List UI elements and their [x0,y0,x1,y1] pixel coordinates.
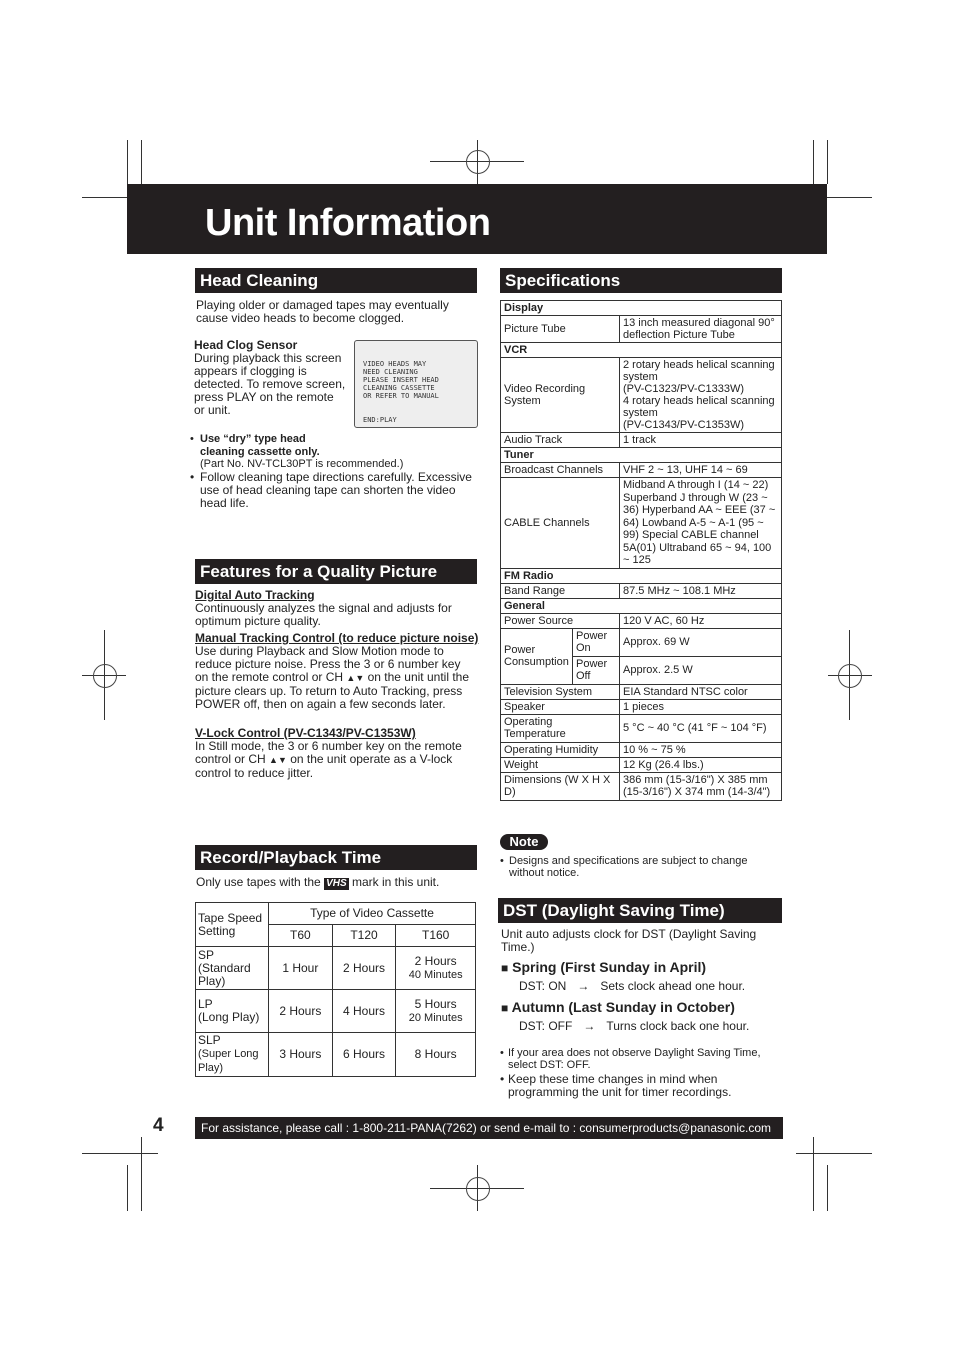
on-screen-message [354,340,478,428]
spec-label: Picture Tube [501,316,620,343]
spec-section: Tuner [501,448,782,463]
square-bullet-icon: ■ [501,1001,509,1015]
spec-label: Television System [501,684,620,699]
cleaning-directions-note: Follow cleaning tape directions carefully. Excessive use of head cleaning tape can shorten the video head life. [200,470,472,510]
screen-end-line: END:PLAY [363,416,397,424]
spec-label: Power Source [501,613,620,628]
bullet: • [190,470,195,484]
spec-section: Display [501,301,782,316]
screen-line: NEED CLEANING [363,368,418,376]
specifications-heading: Specifications [500,268,782,293]
spec-label: Speaker [501,699,620,714]
spec-label: Operating Temperature [501,714,620,742]
spec-value: 13 inch measured diagonal 90° deflection Picture Tube [620,316,782,343]
spec-value: 12 Kg (26.4 lbs.) [620,757,782,772]
time-cell: 3 Hours [269,1033,333,1077]
spec-label: Audio Track [501,433,620,448]
spec-section: General [501,598,782,613]
time-cell: 2 Hours [269,990,333,1033]
spec-value: 120 V AC, 60 Hz [620,613,782,628]
spec-value: 1 track [620,433,782,448]
manual-tracking-title: Manual Tracking Control (to reduce picture noise) [195,631,479,645]
part-number-note: (Part No. NV-TCL30PT is recommended.) [200,458,404,470]
spec-label: Operating Humidity [501,742,620,757]
spec-value: VHF 2 ~ 13, UHF 14 ~ 69 [620,463,782,478]
spec-value: Approx. 2.5 W [620,656,782,684]
spec-value: 1 pieces [620,699,782,714]
screen-line: PLEASE INSERT HEAD [363,376,439,384]
vlock-text: In Still mode, the 3 or 6 number key on the remote control or CH ▲▼ on the unit operate as a V-lock control to reduce jitter. [195,739,462,780]
spec-value: 10 % ~ 75 % [620,742,782,757]
screen-line: VIDEO HEADS MAY [363,360,427,368]
record-playback-heading: Record/Playback Time [195,845,477,870]
spec-value: 2 rotary heads helical scanning system (PV-C1323/PV-C1333W) 4 rotary heads helical scanning system (PV-C1343/PV-C1353W) [620,358,782,433]
time-cell: 6 Hours [332,1033,396,1077]
ch-up-down-icon: ▲▼ [269,755,287,765]
recording-time-table [195,902,476,1077]
spec-value: 386 mm (15-3/16") X 385 mm (15-3/16") X 374 mm (14-3/4") [620,772,782,800]
digital-auto-tracking-text: Continuously analyzes the signal and adjusts for optimum picture quality. [195,601,452,628]
spec-sublabel: Power Off [573,656,620,684]
ch-up-down-icon: ▲▼ [346,673,365,683]
spec-label: Weight [501,757,620,772]
time-cell: 5 Hours 20 Minutes [396,990,476,1033]
head-clog-sensor-text: During playback this screen appears if clogging is detected. To remove screen, press PLAY on the remote or unit. [194,351,346,417]
spec-label: Band Range [501,583,620,598]
page-number: 4 [153,1115,164,1136]
spec-label: Video Recording System [501,358,620,433]
head-clog-sensor-title: Head Clog Sensor [194,338,298,352]
screen-line: OR REFER TO MANUAL [363,392,439,400]
vhs-logo-icon: VHS [326,878,347,889]
screen-line: CLEANING CASSETTE [363,384,435,392]
manual-tracking-text: Use during Playback and Slow Motion mode to reduce picture noise. Press the 3 or 6 number key on the remote control or CH ▲▼ on the unit until the picture clears up. To return to Auto Tracking, press POWER off, then on again a few seconds later. [195,644,470,711]
specifications-table [500,300,782,801]
page-title: Unit Information [205,202,491,244]
arrow-right-icon: → [577,979,590,993]
spec-section: VCR [501,343,782,358]
spec-sublabel: Power On [573,628,620,656]
title-banner [127,184,827,254]
record-intro: Only use tapes with the VHS mark in this unit. [196,875,440,889]
bullet: • [500,855,504,867]
vlock-title: V-Lock Control (PV-C1343/PV-C1353W) [195,726,416,740]
features-heading: Features for a Quality Picture [195,559,477,584]
spec-label: Dimensions (W X H X D) [501,772,620,800]
bullet: • [500,1072,505,1086]
table-row [196,1033,476,1077]
square-bullet-icon: ■ [501,961,509,975]
spec-value: Midband A through I (14 ~ 22) Superband J through W (23 ~ 36) Hyperband AA ~ EEE (37 ~ 64) Lowband A-5 ~ A-1 (95 ~ 99) Special CABLE channel 5A(01) Ultraband 65 ~ 94, 100 ~ 125 [620,478,782,569]
note-badge: Note [500,834,548,850]
autumn-title: ■ Autumn (Last Sunday in October) [501,999,735,1015]
dry-cassette-note: Use “dry” type head cleaning cassette only. [200,433,320,458]
speed-cell: LP (Long Play) [196,990,269,1033]
speed-cell: SP (Standard Play) [196,947,269,990]
spec-label: Power Consumption [501,628,573,684]
digital-auto-tracking-title: Digital Auto Tracking [195,588,315,602]
dst-bullet-2: Keep these time changes in mind when programming the unit for timer recordings. [508,1072,732,1099]
head-cleaning-heading: Head Cleaning [195,268,477,293]
arrow-right-icon: → [583,1019,596,1033]
autumn-line: DST: OFF → Turns clock back one hour. [519,1019,750,1033]
note-text: Designs and specifications are subject to change without notice. [509,855,748,879]
dst-heading: DST (Daylight Saving Time) [498,898,782,923]
table-row [196,990,476,1033]
table-row [196,947,476,990]
bullet: • [500,1047,504,1059]
cassette-type-header: Type of Video Cassette [269,903,476,925]
time-cell: 1 Hour [269,947,333,990]
spec-section: FM Radio [501,568,782,583]
spec-value: Approx. 69 W [620,628,782,656]
time-cell: 2 Hours 40 Minutes [396,947,476,990]
bullet: • [190,433,194,445]
assistance-footer: For assistance, please call : 1-800-211-PANA(7262) or send e-mail to : consumerproducts@panasonic.com [195,1117,783,1139]
cassette-header: T120 [332,925,396,947]
time-cell: 2 Hours [332,947,396,990]
spec-value: 5 °C ~ 40 °C (41 °F ~ 104 °F) [620,714,782,742]
spec-label: Broadcast Channels [501,463,620,478]
spring-title: ■ Spring (First Sunday in April) [501,959,707,975]
time-cell: 8 Hours [396,1033,476,1077]
dst-bullet-1: If your area does not observe Daylight Saving Time, select DST: OFF. [508,1047,761,1071]
dst-intro: Unit auto adjusts clock for DST (Daylight Saving Time.) [501,927,757,954]
speed-cell: SLP (Super Long Play) [196,1033,269,1077]
cassette-header: T60 [269,925,333,947]
spec-value: 87.5 MHz ~ 108.1 MHz [620,583,782,598]
cassette-header: T160 [396,925,476,947]
tape-speed-header: Tape Speed Setting [196,903,269,947]
spec-value: EIA Standard NTSC color [620,684,782,699]
head-cleaning-intro: Playing older or damaged tapes may eventually cause video heads to become clogged. [196,298,449,325]
spec-label: CABLE Channels [501,478,620,569]
spring-line: DST: ON → Sets clock ahead one hour. [519,979,746,993]
time-cell: 4 Hours [332,990,396,1033]
